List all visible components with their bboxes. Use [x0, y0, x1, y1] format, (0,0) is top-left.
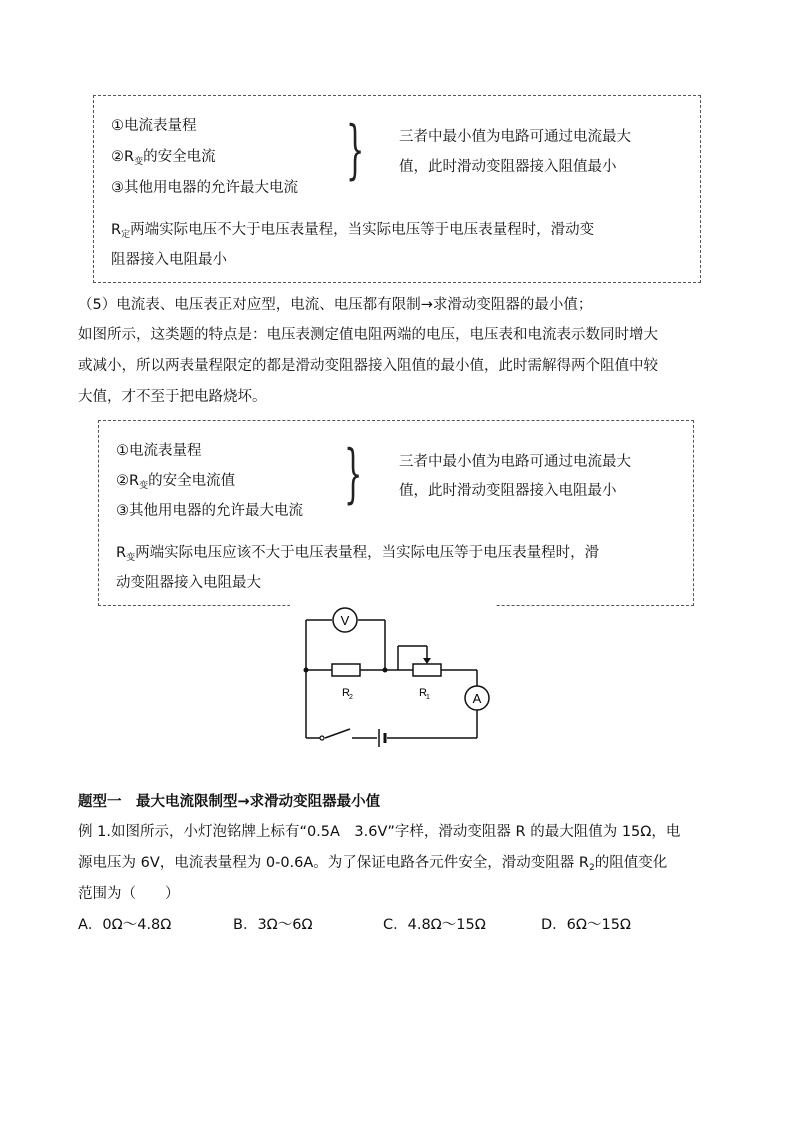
box1-note-1: $R_定$两端实际电压不大于电压表量程，当实际电压等于电压表量程时，滑动变 — [111, 222, 595, 240]
voltmeter-label: V — [340, 613, 350, 628]
option-a[interactable]: A．0Ω～4.8Ω — [78, 917, 172, 933]
box1-item-2: $②R_变$的安全电流 — [111, 149, 216, 167]
ammeter-label: A — [472, 691, 482, 706]
r2-sub: 2 — [349, 694, 353, 701]
box2-item-2: $②R_变$的安全电流值 — [116, 473, 236, 491]
circuit-diagram — [290, 598, 500, 748]
box2-item-1: ①电流表量程 — [116, 443, 202, 459]
option-d[interactable]: D．6Ω～15Ω — [541, 917, 632, 933]
problem-type-title: 题型一 最大电流限制型→求滑动变阻器最小值 — [78, 794, 381, 810]
slider-arrow-icon — [423, 658, 431, 664]
r1-sub: 1 — [426, 694, 430, 701]
resistor-r1 — [413, 664, 441, 676]
summary-box-2 — [98, 420, 694, 606]
section5-line-2: 或减小，所以两表量程限定的都是滑动变阻器接入阻值的最小值，此时需解得两个阻值中较 — [78, 358, 658, 374]
box1-note-2: 阻器接入电阻最小 — [111, 252, 227, 268]
section5-line-1: 如图所示，这类题的特点是：电压表测定值电阻两端的电压，电压表和电流表示数同时增大 — [78, 327, 658, 343]
problem-line-1: 例 1.如图所示，小灯泡铭牌上标有“0.5A 3.6V”字样，滑动变阻器 R 的最大阻值为 15Ω，电 — [78, 824, 681, 840]
resistor-r2 — [332, 664, 360, 676]
box1-right-1: 三者中最小值为电路可通过电流最大 — [399, 129, 631, 145]
option-c[interactable]: C．4.8Ω～15Ω — [383, 917, 486, 933]
summary-box-1 — [93, 95, 701, 283]
section5-heading: （5）电流表、电压表正对应型，电流、电压都有限制→求滑动变阻器的最小值； — [78, 297, 593, 313]
r2-label: R — [342, 687, 350, 699]
problem-line-2: 源电压为 6V，电流表量程为 0-0.6A。为了保证电路各元件安全，滑动变阻器 $R_2$的阻值变化 — [78, 855, 668, 873]
box2-right-2: 值，此时滑动变阻器接入电阻最小 — [399, 483, 617, 499]
problem-line-3: 范围为（ ） — [78, 886, 180, 902]
box2-right-1: 三者中最小值为电路可通过电流最大 — [399, 454, 631, 470]
section5-line-3: 大值，才不至于把电路烧坏。 — [78, 389, 267, 405]
option-b[interactable]: B．3Ω～6Ω — [233, 917, 313, 933]
r1-label: R — [419, 687, 427, 699]
box1-item-3: ③其他用电器的允许最大电流 — [111, 180, 298, 196]
brace-icon: } — [344, 437, 363, 511]
brace-icon: } — [346, 113, 365, 187]
box2-item-3: ③其他用电器的允许最大电流 — [116, 503, 303, 519]
box1-item-1: ①电流表量程 — [111, 118, 197, 134]
box2-note-2: 动变阻器接入电阻最大 — [116, 575, 261, 591]
box1-right-2: 值，此时滑动变阻器接入阻值最小 — [399, 159, 617, 175]
box2-note-1: $R_变$两端实际电压应该不大于电压表量程，当实际电压等于电压表量程时，滑 — [116, 545, 600, 563]
